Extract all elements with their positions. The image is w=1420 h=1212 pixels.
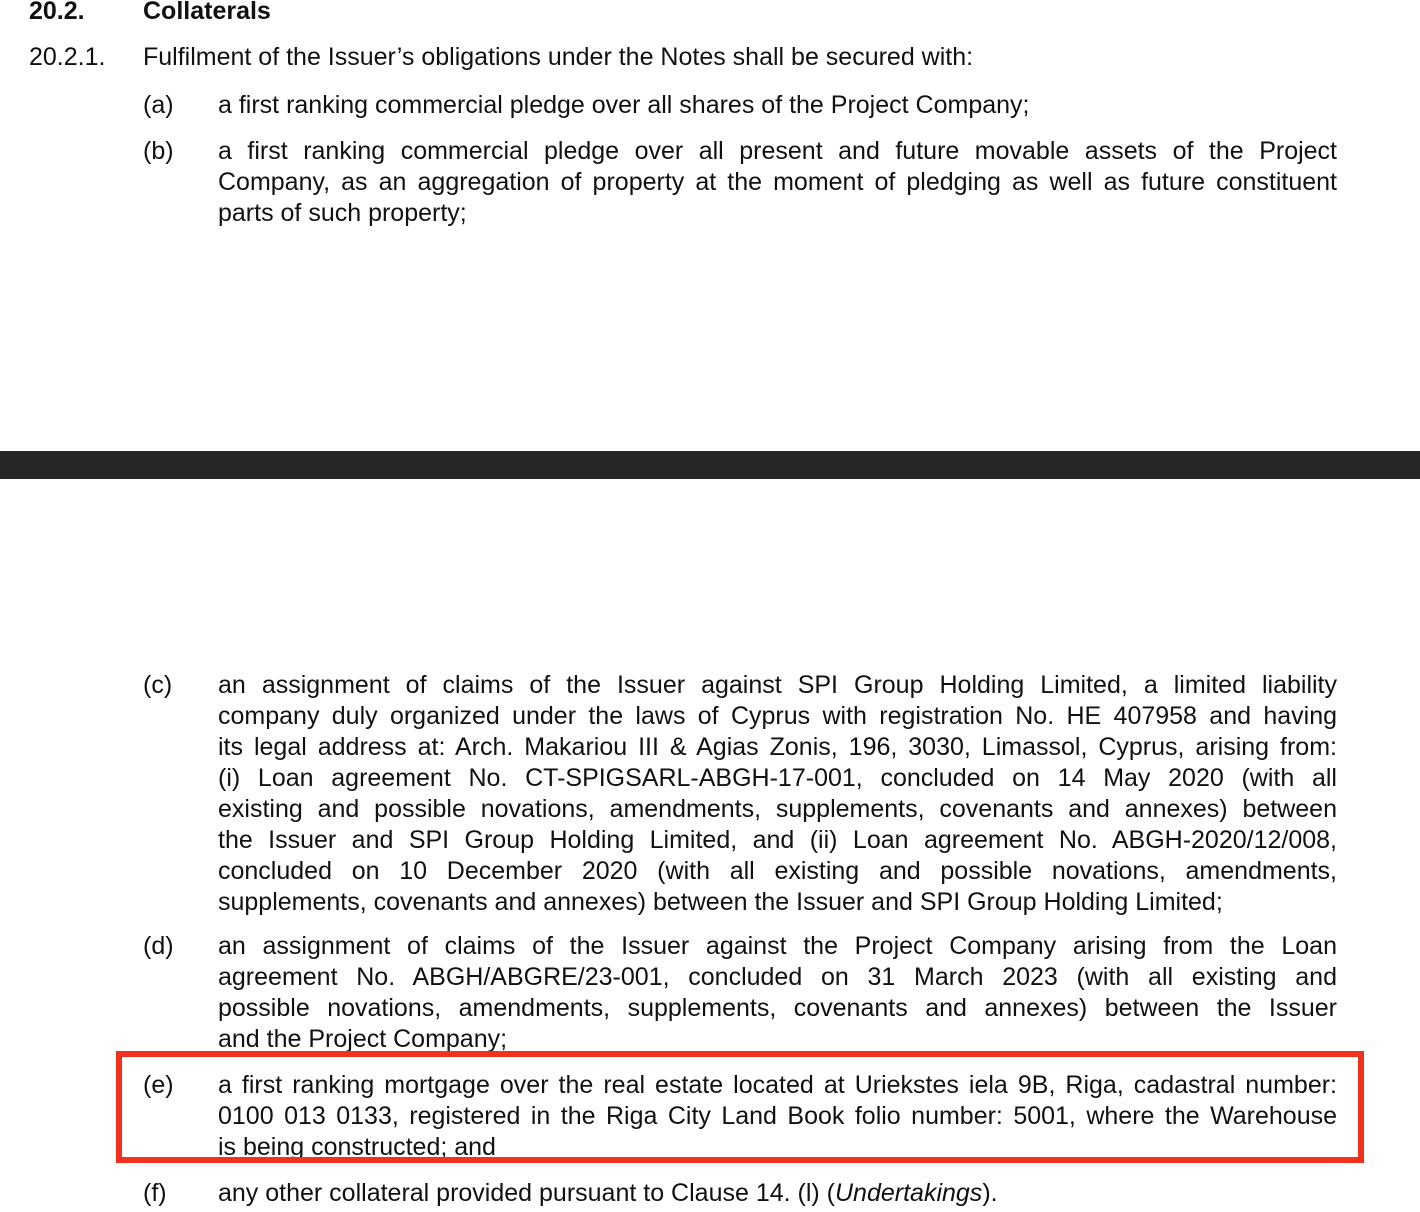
item-text-a: [218, 90, 1337, 121]
item-line: supplements, covenants and annexes) between the Issuer and SPI Group Holding Limited;: [218, 888, 1223, 916]
item-text-f: [218, 1178, 998, 1209]
item-line: (i) Loan agreement No. CT-SPIGSARL-ABGH-17-001, concluded on 14 May 2020 (with all: [218, 764, 1337, 792]
item-line: possible novations, amendments, supplements, covenants and annexes) between the Issuer: [218, 994, 1337, 1022]
item-line: a first ranking commercial pledge over all present and future movable assets of the Project: [218, 137, 1337, 165]
item-text-f-before: any other collateral provided pursuant to Clause 14. (l) (: [218, 1179, 835, 1207]
item-label-f: (f): [143, 1179, 167, 1207]
item-line: and the Project Company;: [218, 1025, 508, 1053]
item-line: agreement No. ABGH/ABGRE/23-001, concluded on 31 March 2023 (with all existing and: [218, 963, 1337, 991]
item-line: Company, as an aggregation of property at the moment of pledging as well as future constituent: [218, 168, 1337, 196]
item-line: a first ranking commercial pledge over all shares of the Project Company;: [218, 91, 1030, 119]
item-label-c: (c): [143, 671, 173, 699]
page-break-divider: [0, 451, 1420, 479]
item-text-d: [218, 931, 1337, 1055]
section-number: 20.2.: [29, 0, 85, 25]
item-line: an assignment of claims of the Issuer against SPI Group Holding Limited, a limited liability: [218, 671, 1337, 699]
item-text-c: [218, 670, 1337, 918]
item-label-e: (e): [143, 1071, 174, 1099]
item-line: an assignment of claims of the Issuer against the Project Company arising from the Loan: [218, 932, 1337, 960]
item-label-a: (a): [143, 91, 174, 119]
item-line: company duly organized under the laws of Cyprus with registration No. HE 407958 and having: [218, 702, 1337, 730]
item-line: 0100 013 0133, registered in the Riga City Land Book folio number: 5001, where the Warehouse: [218, 1102, 1337, 1130]
item-text-f-after: ).: [982, 1179, 998, 1207]
item-line: its legal address at: Arch. Makariou III & Agias Zonis, 196, 3030, Limassol, Cyprus, arising from:: [218, 733, 1337, 761]
item-line: concluded on 10 December 2020 (with all existing and possible novations, amendments,: [218, 857, 1337, 885]
item-line: existing and possible novations, amendments, supplements, covenants and annexes) between: [218, 795, 1337, 823]
section-title: Collaterals: [143, 0, 271, 25]
item-label-d: (d): [143, 932, 174, 960]
clause-text: Fulfilment of the Issuer’s obligations under the Notes shall be secured with:: [143, 43, 974, 71]
item-line: the Issuer and SPI Group Holding Limited, and (ii) Loan agreement No. ABGH-2020/12/008,: [218, 826, 1337, 854]
item-line: is being constructed; and: [218, 1133, 496, 1161]
item-line: a first ranking mortgage over the real estate located at Uriekstes iela 9B, Riga, cadastral number:: [218, 1071, 1337, 1099]
clause-number: 20.2.1.: [29, 43, 106, 71]
item-line: parts of such property;: [218, 199, 467, 227]
highlight-box: [116, 1051, 1364, 1163]
item-text-f-italic: Undertakings: [835, 1179, 983, 1207]
item-text-b: [218, 136, 1337, 229]
item-label-b: (b): [143, 137, 174, 165]
